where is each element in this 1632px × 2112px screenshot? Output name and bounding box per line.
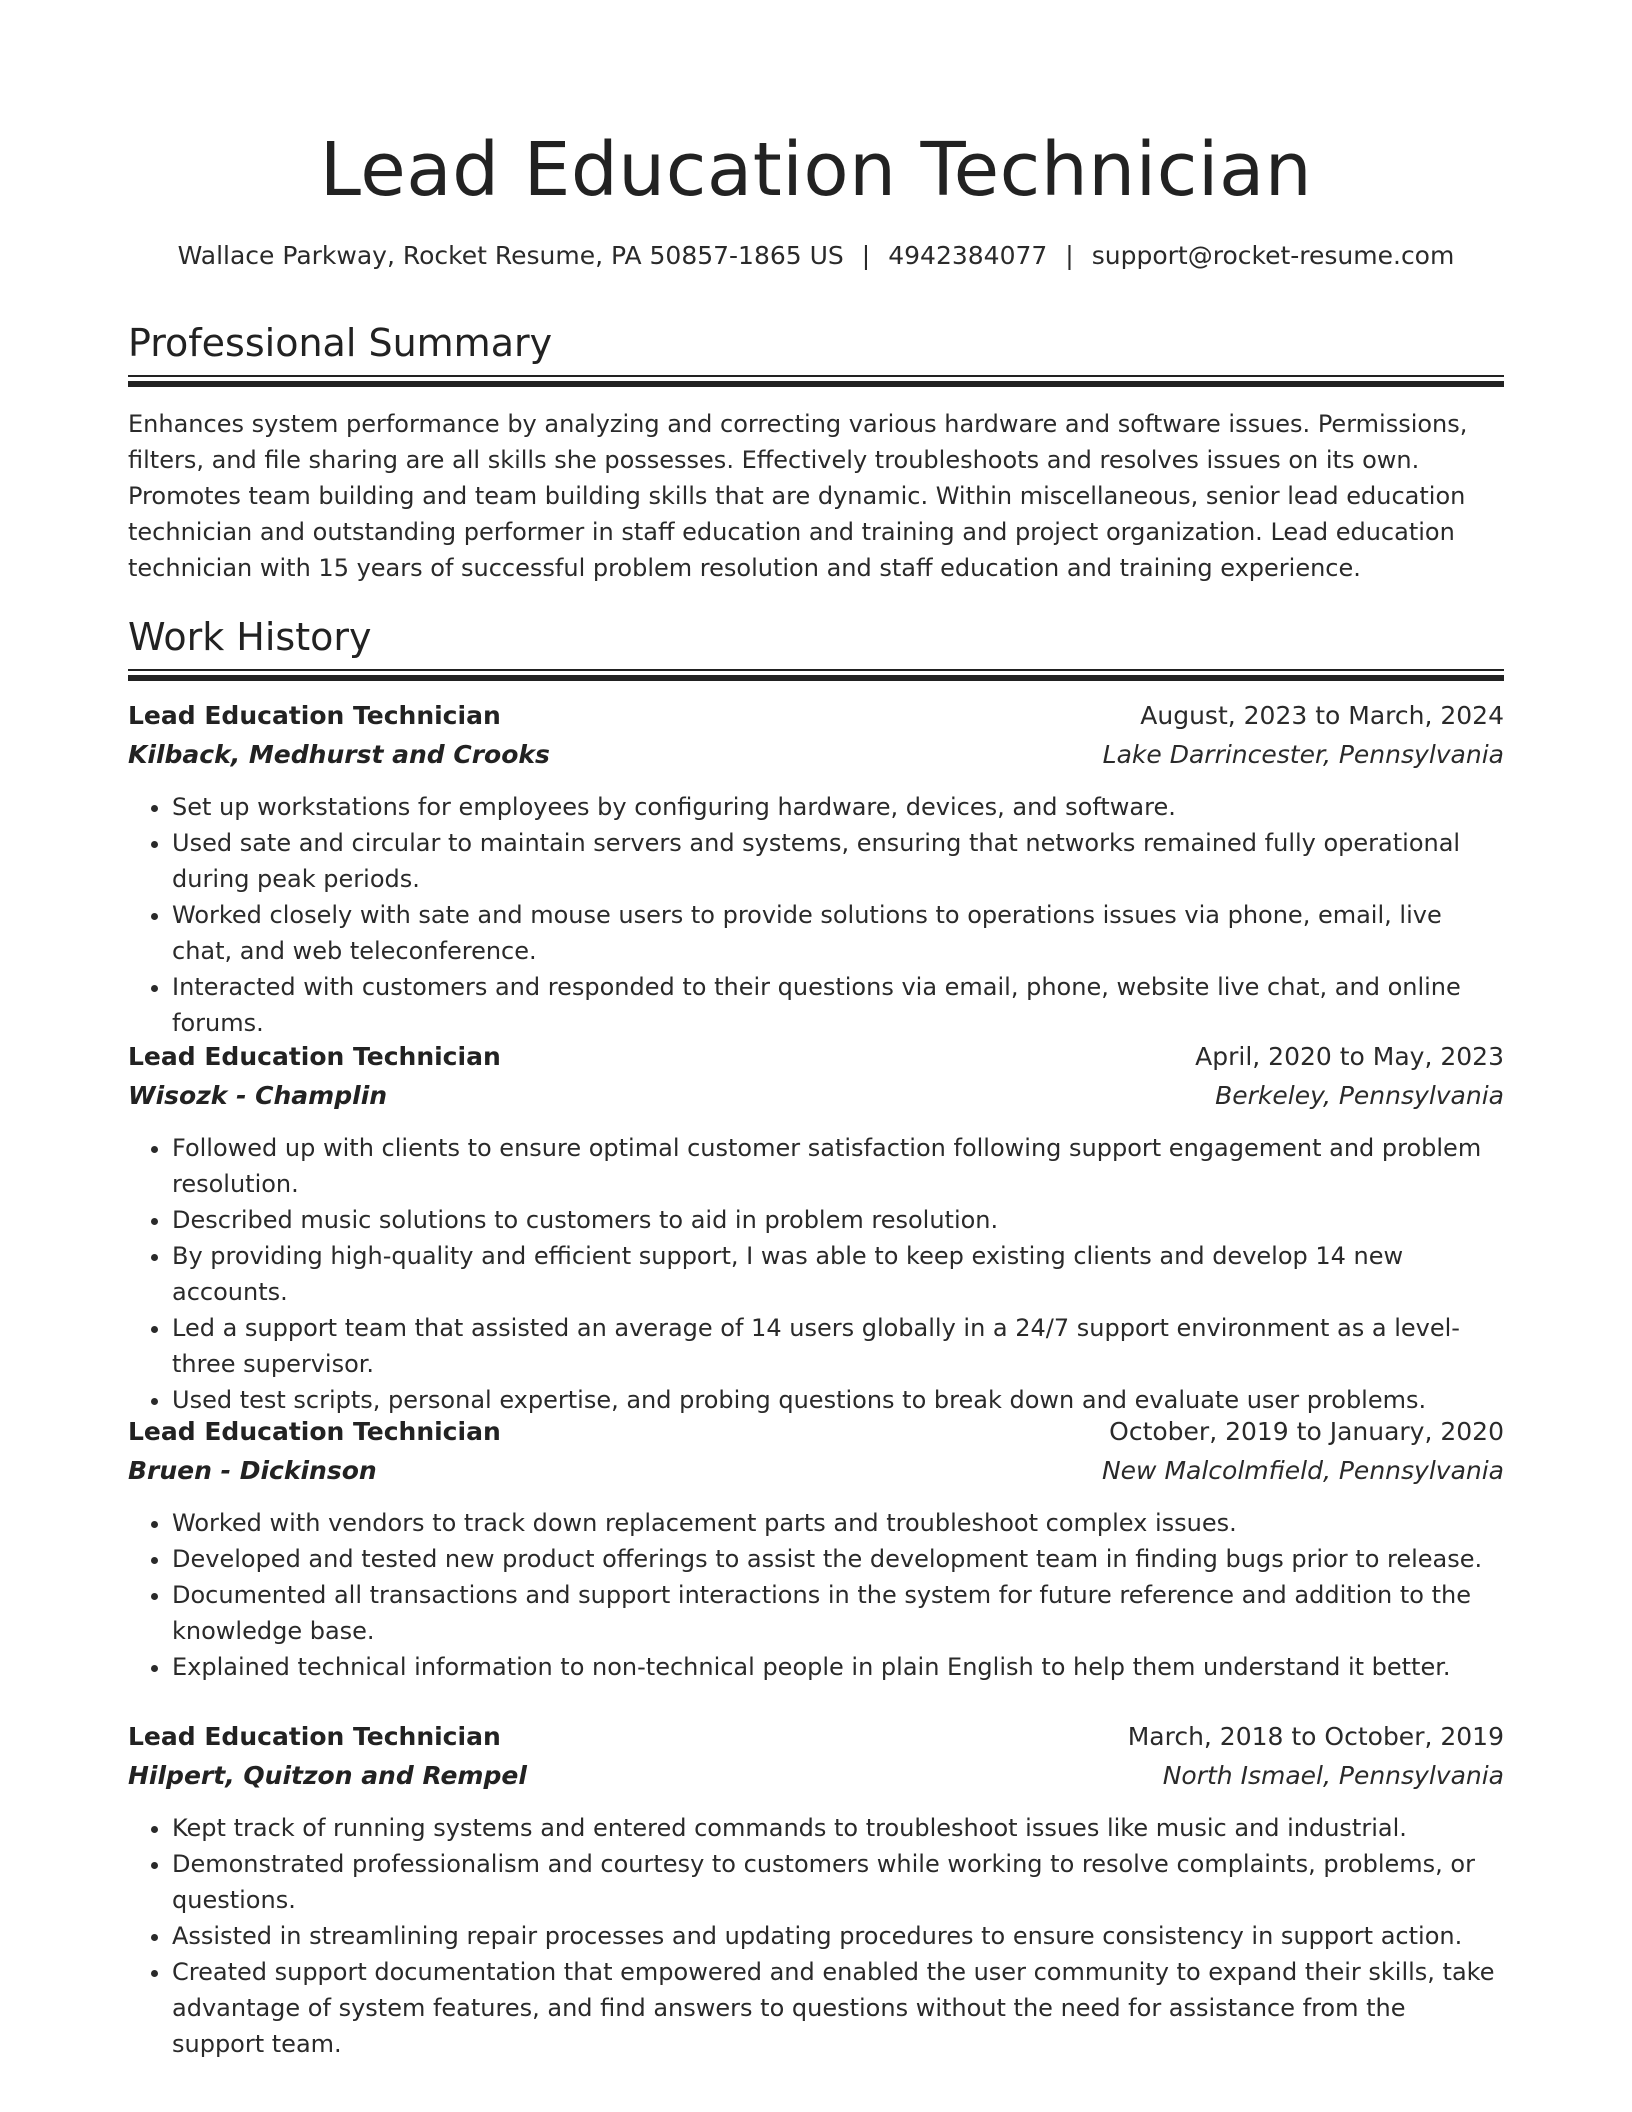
contact-email: support@rocket-resume.com	[1091, 241, 1455, 270]
job-location: North Ismael, Pennsylvania	[1162, 1761, 1504, 1790]
job-bullet: • Developed and tested new product offerings to assist the development team in finding bugs prior to release.	[172, 1541, 1504, 1577]
summary-heading: Professional Summary	[128, 321, 553, 365]
job-company: Hilpert, Quitzon and Rempel	[128, 1761, 527, 1790]
job-location: Lake Darrincester, Pennsylvania	[1102, 740, 1504, 769]
job-entry	[128, 697, 1504, 1041]
job-bullets	[128, 1130, 1504, 1418]
contact-phone: 4942384077	[888, 241, 1048, 270]
job-title: Lead Education Technician	[128, 701, 501, 730]
job-entry	[128, 1038, 1504, 1418]
job-company: Wisozk - Champlin	[128, 1081, 388, 1110]
job-bullets	[128, 789, 1504, 1041]
job-bullet: • Interacted with customers and responded to their questions via email, phone, website live chat, and online forums.	[172, 969, 1504, 1041]
contact-separator: |	[1065, 241, 1074, 270]
job-bullet: • Documented all transactions and support interactions in the system for future reference and addition to the knowledge base.	[172, 1577, 1504, 1649]
job-bullet: • Explained technical information to non-technical people in plain English to help them understand it better.	[172, 1649, 1504, 1685]
job-title: Lead Education Technician	[128, 1042, 501, 1071]
job-bullet: • Set up workstations for employees by configuring hardware, devices, and software.	[172, 789, 1504, 825]
contact-separator: |	[861, 241, 871, 270]
resume-name: Lead Education Technician	[319, 127, 1313, 213]
job-dates: April, 2020 to May, 2023	[1195, 1042, 1504, 1071]
job-title: Lead Education Technician	[128, 1417, 501, 1446]
job-dates: August, 2023 to March, 2024	[1140, 701, 1504, 730]
work-history-divider	[128, 669, 1504, 681]
summary-text: Enhances system performance by analyzing and correcting various hardware and software issues. Permissions, filters, and file sharing are all skills she possesses. Effectively troubleshoots and resolves issues on its own. Promotes team building and team building skills that are dynamic. Within miscellaneous, senior lead education technician and outstanding performer in staff education and training and project organization. Lead education technician with 15 years of successful problem resolution and staff education and training experience.	[128, 410, 1468, 582]
job-bullet: • Led a support team that assisted an average of 14 users globally in a 24/7 support environment as a level-three supervisor.	[172, 1310, 1504, 1382]
job-bullet: • Worked with vendors to track down replacement parts and troubleshoot complex issues.	[172, 1505, 1504, 1541]
job-bullet: • Worked closely with sate and mouse users to provide solutions to operations issues via phone, email, live chat, and web teleconference.	[172, 897, 1504, 969]
job-bullet: • Assisted in streamlining repair processes and updating procedures to ensure consistency in support action.	[172, 1918, 1504, 1954]
job-bullet: • By providing high-quality and efficient support, I was able to keep existing clients and develop 14 new accounts.	[172, 1238, 1504, 1310]
job-bullets	[128, 1505, 1504, 1685]
job-bullet: • Created support documentation that empowered and enabled the user community to expand their skills, take advantage of system features, and find answers to questions without the need for assistance from the support team.	[172, 1954, 1504, 2062]
job-company: Kilback, Medhurst and Crooks	[128, 740, 550, 769]
job-title: Lead Education Technician	[128, 1722, 501, 1751]
contact-address: Wallace Parkway, Rocket Resume, PA 50857-1865 US	[177, 241, 844, 270]
job-entry	[128, 1413, 1504, 1685]
job-dates: October, 2019 to January, 2020	[1109, 1417, 1504, 1446]
job-bullet: • Used test scripts, personal expertise, and probing questions to break down and evaluate user problems.	[172, 1382, 1504, 1418]
job-dates: March, 2018 to October, 2019	[1127, 1722, 1504, 1751]
job-bullet: • Demonstrated professionalism and courtesy to customers while working to resolve complaints, problems, or questions.	[172, 1846, 1504, 1918]
summary-divider	[128, 375, 1504, 387]
job-entry	[128, 1718, 1504, 2062]
job-location: Berkeley, Pennsylvania	[1215, 1081, 1504, 1110]
job-bullet: • Used sate and circular to maintain servers and systems, ensuring that networks remained fully operational during peak periods.	[172, 825, 1504, 897]
job-bullet: • Kept track of running systems and entered commands to troubleshoot issues like music and industrial.	[172, 1810, 1504, 1846]
work-history-heading: Work History	[128, 615, 372, 659]
job-bullet: • Followed up with clients to ensure optimal customer satisfaction following support engagement and problem resolution.	[172, 1130, 1504, 1202]
job-bullets	[128, 1810, 1504, 2062]
job-location: New Malcolmfield, Pennsylvania	[1101, 1456, 1504, 1485]
job-company: Bruen - Dickinson	[128, 1456, 377, 1485]
contact-line	[128, 236, 1504, 276]
job-bullet: • Described music solutions to customers to aid in problem resolution.	[172, 1202, 1504, 1238]
